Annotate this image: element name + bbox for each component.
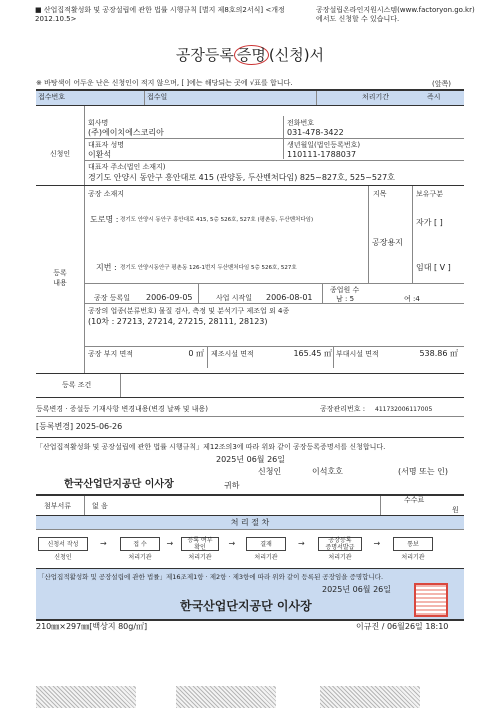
own-self: 자가 [ ]: [416, 218, 443, 227]
period-label: 처리기간: [362, 93, 390, 101]
addressee-suffix: 귀하: [224, 481, 240, 490]
site-note-2: 에서도 신청할 수 있습니다.: [316, 15, 400, 23]
start-label: 사업 시작일: [216, 294, 253, 302]
arrow-right-icon: →: [228, 539, 236, 548]
receipt-row: [36, 91, 464, 105]
instruction: ※ 바탕색이 어두운 난은 신청인이 적지 않으며, [ ]에는 해당되는 곳에 √표를 합니다.: [36, 79, 293, 87]
phone-label: 전화번호: [287, 119, 315, 127]
process-step: 신청서 작성: [38, 537, 88, 551]
mfg-label: 제조시설 면적: [211, 350, 254, 358]
aux-label: 부대시설 면적: [336, 350, 379, 358]
phone-value: 031-478-3422: [287, 128, 344, 137]
aux-value: 538.86 ㎡: [419, 349, 458, 358]
company-label: 회사명: [88, 119, 109, 127]
rep-label: 대표자 성명: [88, 141, 125, 149]
industry-label: 공장의 업종(분류번호) 물질 검사, 측정 및 분석기구 제조업 외 4종: [88, 307, 290, 315]
applicant-section-label: 신청인: [49, 150, 71, 158]
applicant-label: 신청인: [258, 467, 282, 476]
process-actor: 신청인: [54, 554, 72, 561]
own-label: 보유구분: [416, 190, 444, 198]
sign-label: (서명 또는 인): [398, 467, 448, 476]
barcode-strip-2: [176, 686, 276, 708]
fee-unit: 원: [452, 506, 459, 514]
title-prefix: 공장등록: [175, 46, 234, 64]
receipt-date-label: 접수일: [147, 93, 168, 101]
process-step: 결재: [246, 537, 286, 551]
processing-stamp: 이규진 / 06월26일 18:10: [356, 622, 449, 631]
attach-label: 첨부서류: [44, 502, 72, 510]
applicant-name: 이석호호: [312, 467, 343, 476]
law-reference: ■ 산업집적활성화 및 공장설립에 관한 법률 시행규칙 [별지 제8호의2서식] <개정: [35, 6, 285, 14]
road-value: 경기도 안양시 동안구 흥안대로 415, 5층 526호, 527호 (평촌동, 두산벤처다임): [120, 217, 314, 223]
mgmt-value: 411732006117005: [375, 406, 433, 413]
lot-label: 지번 :: [96, 263, 117, 272]
reg-date-value: 2006-09-05: [146, 293, 193, 302]
process-actor: 처리기관: [401, 554, 425, 561]
arrow-right-icon: →: [166, 539, 174, 548]
process-actor: 처리기관: [254, 554, 278, 561]
paper-spec: 210㎜×297㎜[백상지 80g/㎡]: [36, 622, 148, 631]
issuer-name: 한국산업단지공단 이사장: [180, 599, 312, 613]
lot-value: 경기도 안양시동안구 평촌동 126-1번지 두산벤처다임 5층 526호, 527호: [120, 265, 297, 271]
page-side: (앞쪽): [432, 80, 451, 88]
emp-female: 여 :4: [404, 295, 420, 303]
birth-value: 110111-1788037: [287, 150, 357, 159]
document-title: [0, 46, 500, 64]
barcode-strip-3: [320, 686, 420, 708]
process-actor: 처리기관: [188, 554, 212, 561]
receipt-no-label: 접수번호: [38, 93, 66, 101]
process-title: 처 리 절 차: [230, 518, 270, 527]
barcode-strip-1: [36, 686, 136, 708]
road-label: 도로명 :: [90, 215, 119, 224]
reg-date-label: 공장 등록일: [94, 294, 131, 302]
certification-date: 2025년 06월 26일: [322, 585, 391, 594]
industry-codes: (10차 : 27213, 27214, 27215, 28111, 28123): [88, 317, 268, 326]
title-circled: 증명: [234, 45, 269, 65]
emp-male: 남 : 5: [336, 295, 355, 303]
process-step: 접 수: [120, 537, 160, 551]
process-step: 공장등록 증명서발급: [318, 537, 362, 551]
site-value: 공장용지: [372, 238, 403, 247]
start-value: 2006-08-01: [266, 293, 313, 302]
area-value: 0 ㎡: [188, 349, 204, 358]
process-actor: 처리기관: [128, 554, 152, 561]
emp-label: 종업원 수: [330, 286, 360, 294]
process-actor: 처리기관: [328, 554, 352, 561]
addressee: 한국산업단지공단 이사장: [64, 479, 174, 490]
arrow-right-icon: →: [298, 539, 305, 548]
declaration-text: 「산업집적활성화 및 공장설립에 관한 법률 시행규칙」제12조의3에 따라 위와 같이 공장등록증명서를 신청합니다.: [36, 443, 386, 451]
birth-label: 생년월일(법인등록번호): [287, 141, 361, 149]
area-label: 공장 부지 면적: [88, 350, 134, 358]
own-rent: 임대 [ V ]: [416, 263, 451, 272]
declaration-date: 2025년 06월 26일: [216, 455, 285, 464]
process-step: 등록 여부 확인: [181, 537, 219, 551]
period-value: 즉시: [427, 93, 441, 101]
arrow-right-icon: →: [373, 539, 381, 548]
process-step: 통보: [393, 537, 433, 551]
mfg-value: 165.45 ㎡: [293, 349, 332, 358]
official-seal-icon: [414, 583, 448, 617]
mgmt-label: 공장관리번호 :: [320, 405, 366, 413]
cond-label: 등록 조건: [62, 381, 92, 389]
title-suffix: (신청)서: [268, 46, 325, 64]
company-value: (주)에이치에스코리아: [88, 128, 164, 137]
registration-section-label: 등록 내용: [53, 269, 67, 287]
site-label: 지목: [373, 190, 387, 198]
law-reference-date: 2012.10.5>: [35, 15, 77, 23]
certification-text: 「산업집적활성화 및 공장설립에 관한 법률」제16조제1항 · 제2항 · 제3항에 따라 위와 같이 등록된 공장임을 증명합니다.: [38, 573, 384, 581]
arrow-right-icon: →: [100, 539, 107, 548]
addr-value: 경기도 안양시 동안구 흥안대로 415 (관양동, 두산벤처다임) 825~827호, 525~527호: [88, 173, 395, 182]
site-note: 공장설립온라인지원시스템(www.factoryon.go.kr): [316, 6, 475, 14]
rep-value: 이환석: [88, 150, 112, 159]
location-label: 공장 소재지: [88, 190, 125, 198]
change-entry: [등록변경] 2025-06-26: [36, 422, 123, 431]
changes-label: 등록변경 · 증설등 기재사항 변경내용(변경 날짜 및 내용): [36, 405, 209, 413]
fee-label: 수수료: [404, 496, 425, 504]
attach-value: 없 음: [92, 502, 108, 510]
addr-label: 대표자 주소(법인 소재지): [88, 163, 166, 171]
